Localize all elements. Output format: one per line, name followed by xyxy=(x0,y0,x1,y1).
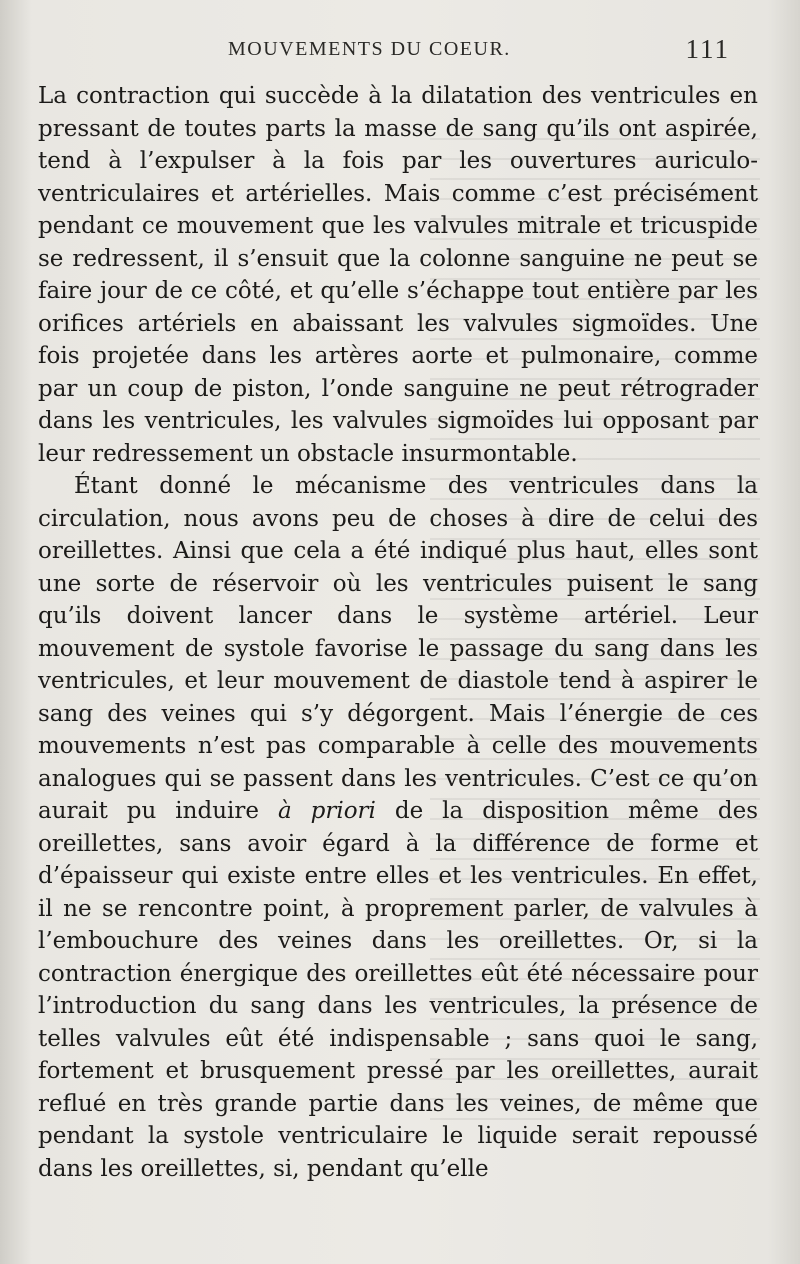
body-text xyxy=(38,80,758,1185)
paragraph-auricles xyxy=(38,470,758,1185)
running-header xyxy=(34,34,730,68)
paragraph-text-part: de la disposition même des oreillettes, sans avoir égard à la différence de forme et d’épaisseur qui existe entre elles et les ventricules. En effet, il ne se rencontre point, à proprement parler, de valvules à l’embouchure des veines dans les oreillettes. Or, si la contraction énergique des oreillettes eût été nécessaire pour l’introduction du sang dans les ventricules, la présence de telles valvules eût été indispensable ; sans quoi le sang, fortement et brusquement pressé par les oreillettes, aurait reflué en très grande partie dans les veines, de même que pendant la systole ventriculaire le liquide serait repoussé dans les oreillettes, si, pendant qu’elle xyxy=(38,798,759,1182)
page-number: 111 xyxy=(685,34,730,64)
emphasis-a-priori: à priori xyxy=(277,798,376,824)
paragraph-text-part: Étant donné le mécanisme des ventricules dans la circulation, nous avons peu de choses à dire de celui des oreillettes. Ainsi que cela a été indiqué plus haut, elles sont une sorte de réservoir où les ventricules puisent le sang qu’ils doivent lancer dans le système artériel. Leur mouvement de systole favorise le passage du sang dans les ventricules, et leur mouvement de diastole tend à aspirer le sang des veines qui s’y dégorgent. Mais l’énergie de ces mouvements n’est pas comparable à celle des mouvements analogues qui se passent dans les ventricules. C’est ce qu’on aurait pu induire xyxy=(38,473,758,824)
running-title: MOUVEMENTS DU COEUR. xyxy=(228,38,511,60)
paragraph-ventricle-contraction: La contraction qui succède à la dilatation des ventricules en pressant de toutes parts la masse de sang qu’ils ont aspirée, tend à l’expulser à la fois par les ouvertures auriculo-ventriculaires et artérielles. Mais comme c’est précisément pendant ce mouvement que les valvules mitrale et tricuspide se redressent, il s’ensuit que la colonne sanguine ne peut se faire jour de ce côté, et qu’elle s’échappe tout entière par les orifices artériels en abaissant les valvules sigmoïdes. Une fois projetée dans les artères aorte et pulmonaire, comme par un coup de piston, l’onde sanguine ne peut rétrograder dans les ventricules, les valvules sigmoïdes lui opposant par leur redressement un obstacle insurmontable. xyxy=(38,83,758,467)
